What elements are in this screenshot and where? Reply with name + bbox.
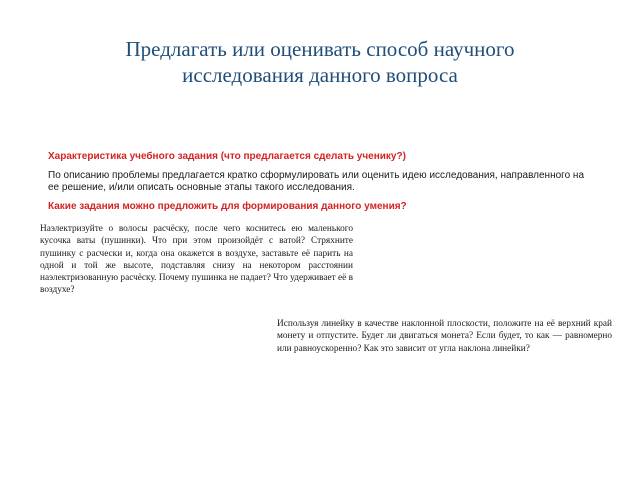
tasks-heading: Какие задания можно предложить для формирования данного умения? — [48, 200, 407, 212]
slide-title-line-2: исследования данного вопроса — [182, 63, 458, 87]
task-card-electrified-comb — [40, 223, 353, 297]
characteristic-section — [48, 151, 596, 213]
slide-title — [40, 36, 600, 88]
task-text: Наэлектризуйте о волосы расчёску, после чего коснитесь ею маленького кусочка ваты (пушинки). Что при этом произойдёт с ватой? Стряхните пушинку с расчески и, когда она окажется в воздухе, заставьте её парить на одной и той же высоте, подставляя снизу на некотором расстоянии наэлектризованную расчёску. Почему пушинка не падает? Что удерживает её в воздухе? — [40, 224, 353, 296]
characteristic-heading: Характеристика учебного задания (что предлагается сделать ученику?) — [48, 151, 406, 162]
task-card-inclined-ruler — [277, 318, 612, 355]
slide-title-line-1: Предлагать или оценивать способ научного — [125, 37, 515, 61]
task-text: Используя линейку в качестве наклонной плоскости, положите на её верхний край монету и отпустите. Будет ли двигаться монета? Если будет, то как — равномерно или равноускоренно? Как это зависит от угла наклона линейки? — [277, 319, 612, 354]
characteristic-text: По описанию проблемы предлагается кратко сформулировать или оценить идею исследования, направленного на ее решение, и/или описать основные этапы такого исследования. — [48, 169, 585, 193]
